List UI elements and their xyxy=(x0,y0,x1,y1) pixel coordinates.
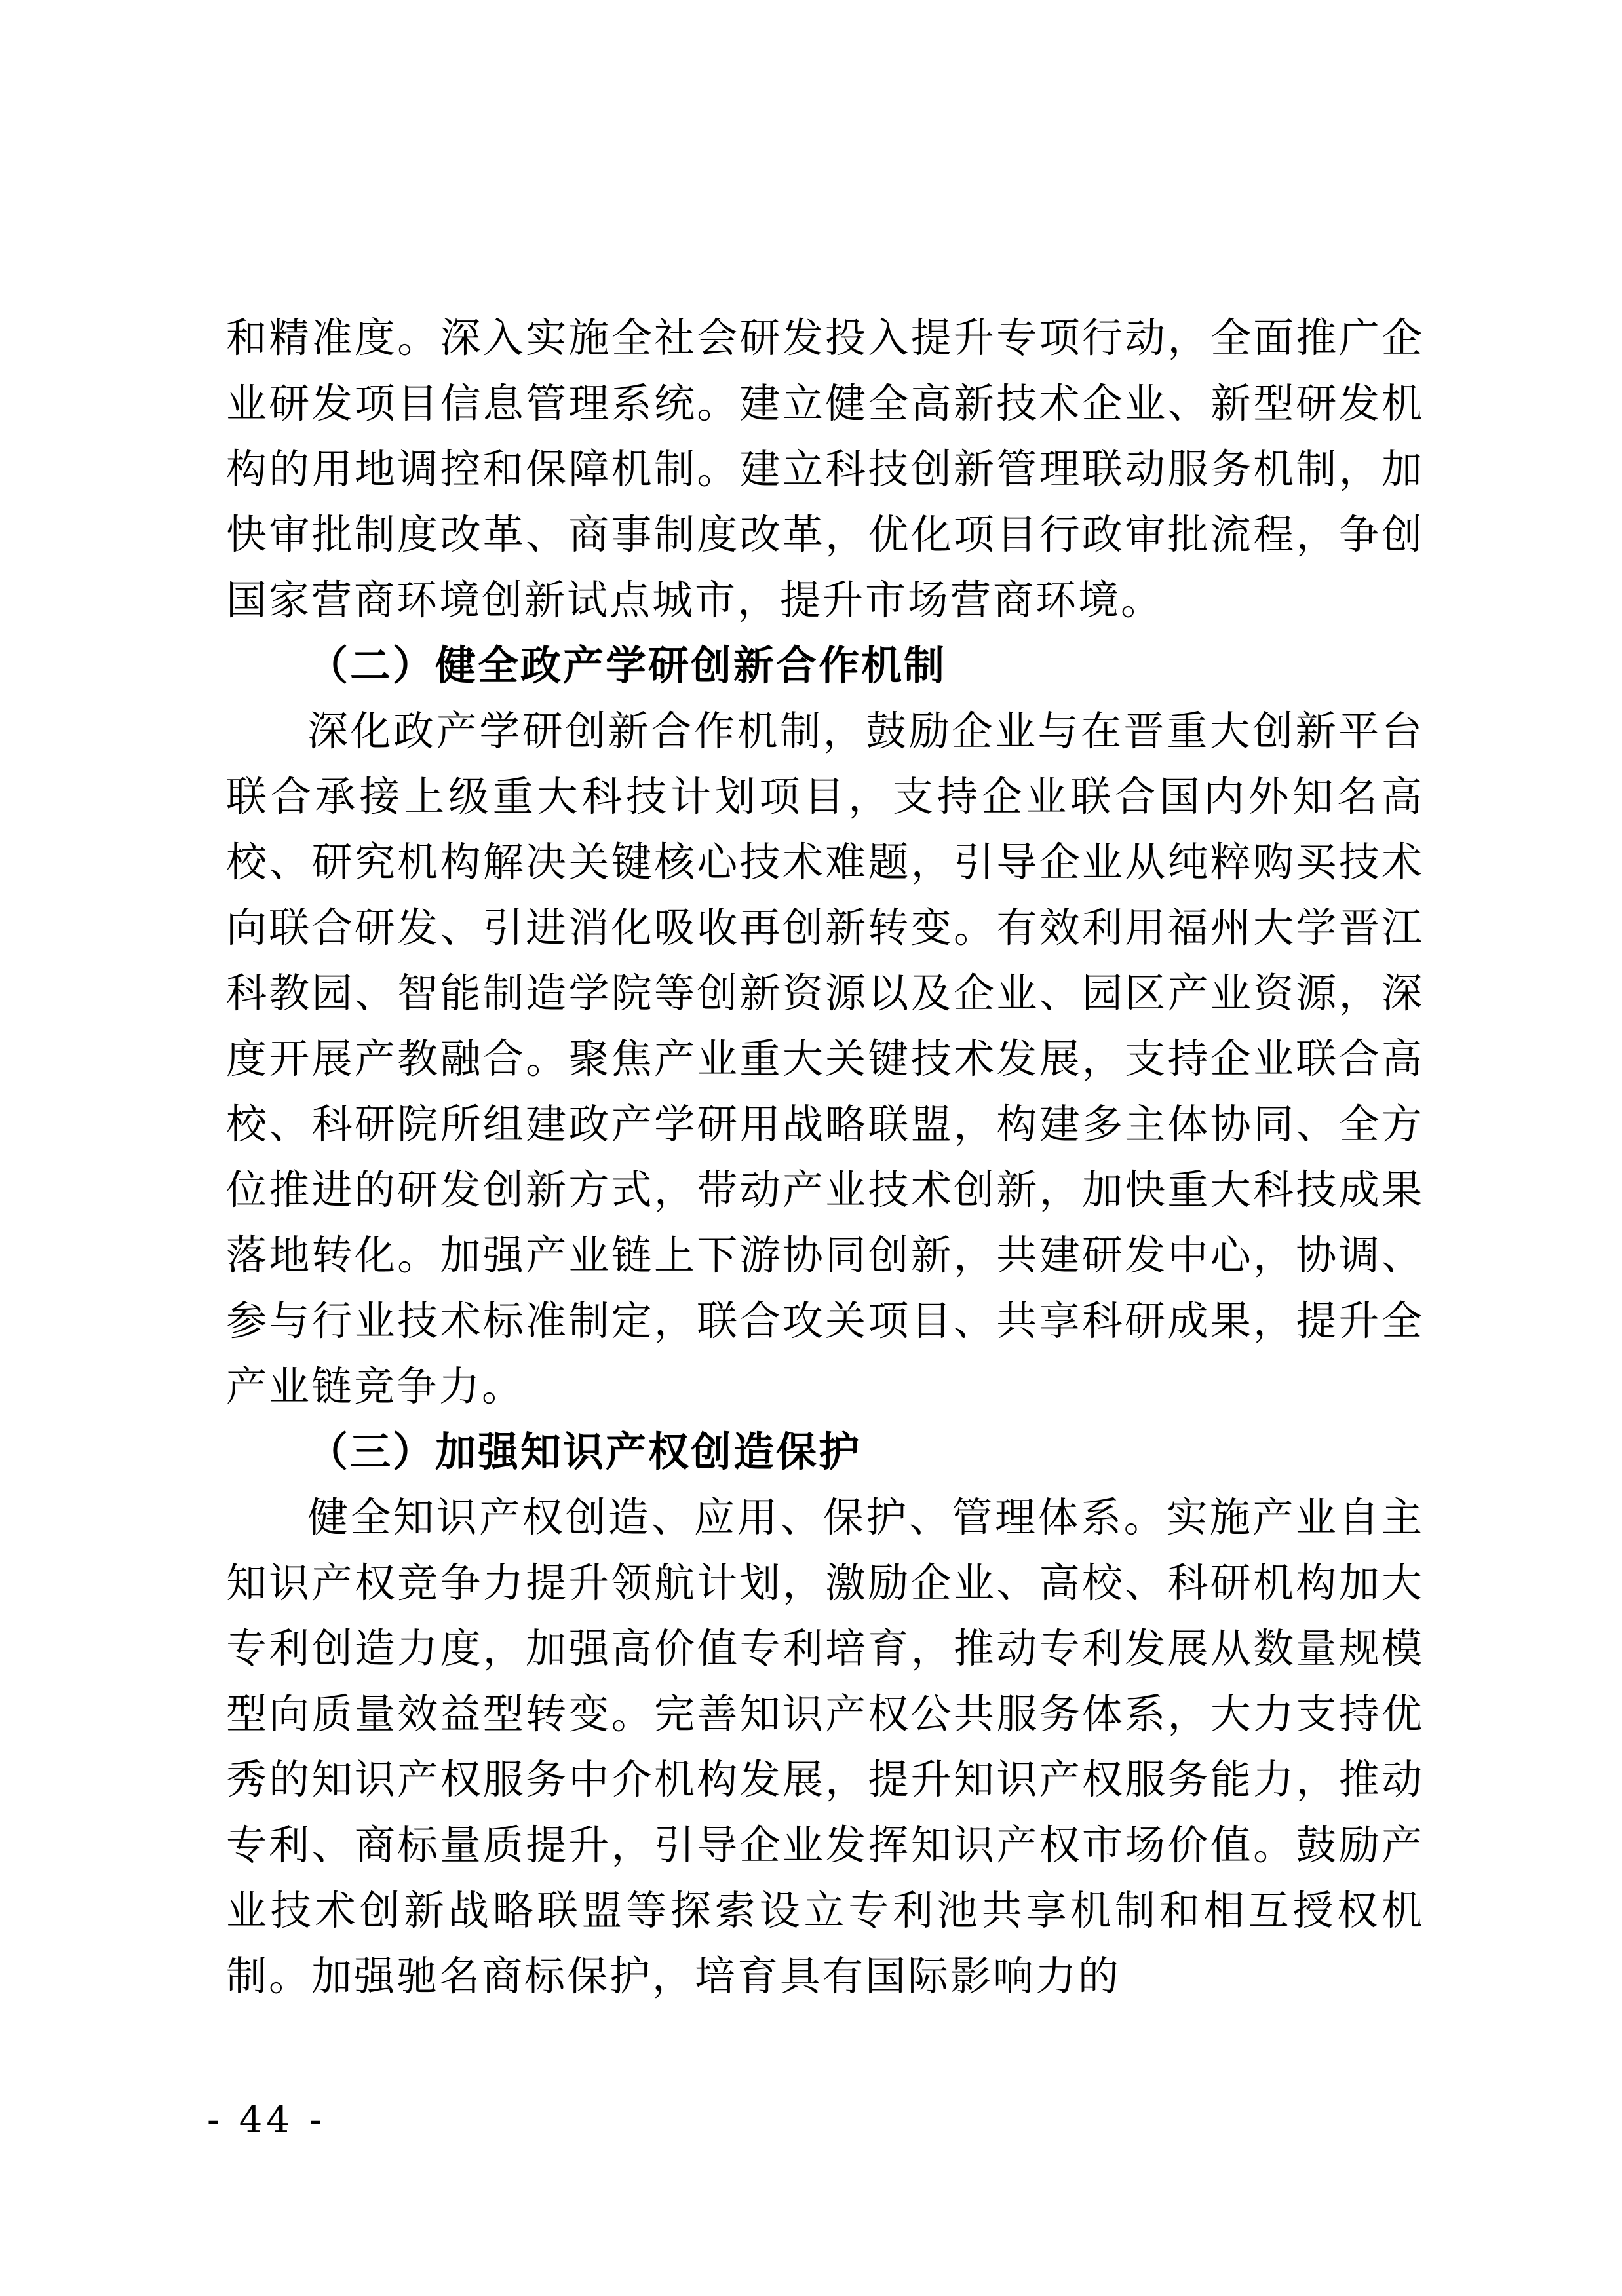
body-paragraph-section-2: 深化政产学研创新合作机制，鼓励企业与在晋重大创新平台联合承接上级重大科技计划项目，支持企业联合国内外知名高校、研究机构解决关键核心技术难题，引导企业从纯粹购买技术向联合研发、引进消化吸收再创新转变。有效利用福州大学晋江科教园、智能制造学院等创新资源以及企业、园区产业资源，深度开展产教融合。聚焦产业重大关键技术发展，支持企业联合高校、科研院所组建政产学研用战略联盟，构建多主体协同、全方位推进的研发创新方式，带动产业技术创新，加快重大科技成果落地转化。加强产业链上下游协同创新，共建研发中心，协调、参与行业技术标准制定，联合攻关项目、共享科研成果，提升全产业链竞争力。 xyxy=(226,707,1424,1410)
section-heading-2: （二）健全政产学研创新合作机制 xyxy=(307,641,947,689)
section-heading-3: （三）加强知识产权创造保护 xyxy=(307,1428,862,1476)
document-body xyxy=(226,305,1424,2009)
body-paragraph-section-3: 健全知识产权创造、应用、保护、管理体系。实施产业自主知识产权竞争力提升领航计划，激励企业、高校、科研机构加大专利创造力度，加强高价值专利培育，推动专利发展从数量规模型向质量效益型转变。完善知识产权公共服务体系，大力支持优秀的知识产权服务中介机构发展，提升知识产权服务能力，推动专利、商标量质提升，引导企业发挥知识产权市场价值。鼓励产业技术创新战略联盟等探索设立专利池共享机制和相互授权机制。加强驰名商标保护，培育具有国际影响力的 xyxy=(226,1493,1424,2000)
page-number: - 44 - xyxy=(207,2099,326,2141)
body-paragraph-continuation: 和精准度。深入实施全社会研发投入提升专项行动，全面推广企业研发项目信息管理系统。建立健全高新技术企业、新型研发机构的用地调控和保障机制。建立科技创新管理联动服务机制，加快审批制度改革、商事制度改革，优化项目行政审批流程，争创国家营商环境创新试点城市，提升市场营商环境。 xyxy=(226,314,1424,624)
